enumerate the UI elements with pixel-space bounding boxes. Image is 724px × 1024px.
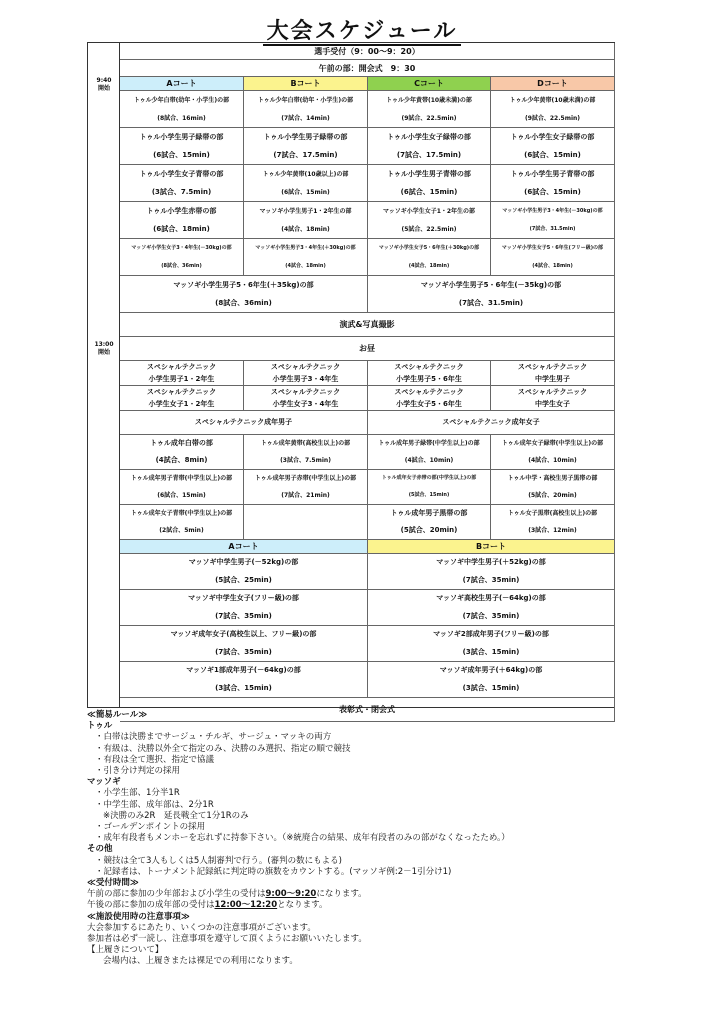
event-cell: [120, 470, 244, 505]
event-cell: [368, 662, 615, 698]
cell-text: (4試合、10min): [528, 457, 577, 464]
cell-text: マッソギ高校生男子(－64kg)の部: [436, 594, 546, 603]
cell-text: (7試合、31.5min): [529, 225, 576, 232]
cell-text: (8試合、36min): [161, 262, 202, 269]
demo-row: [120, 313, 615, 337]
cell-text: 午前の部：開会式 9：30: [318, 63, 416, 73]
cell-text: (3試合、15min): [462, 647, 520, 656]
massogi-rule: ・ゴールデンポイントの採用: [95, 822, 206, 833]
cell-text: トゥル成年男子赤帯(中学生以上)の部: [254, 475, 357, 482]
cell-text: マッソギ2部成年男子(フリー級)の部: [433, 630, 549, 639]
rules-section: [87, 710, 647, 968]
cell-text: (6試合、15min): [281, 188, 330, 196]
cell-text: Aコート: [228, 542, 259, 551]
cell-text: (4試合、18min): [408, 262, 450, 269]
cell-text: (4試合、10min): [404, 457, 454, 464]
special-cell: [491, 361, 615, 386]
cell-text: Dコート: [537, 79, 568, 88]
cell-text: トゥル小学生女子青帯の部: [139, 169, 224, 178]
cell-text: (3試合、15min): [462, 683, 520, 692]
cell-text: マッソギ小学生男子5・6年生(＋35kg)の部: [173, 280, 314, 289]
event-cell: [244, 239, 368, 276]
event-cell: [120, 435, 244, 470]
time-label-pm: 13:00 開始: [94, 341, 114, 356]
special-cell: [368, 411, 615, 435]
event-cell: [491, 202, 615, 239]
cell-text: トゥル小学生赤帯の部: [146, 206, 217, 215]
special-cell: [244, 386, 368, 411]
cell-text: (7試合、35min): [462, 575, 520, 584]
event-cell: [491, 91, 615, 128]
time-label-am: 9:40 開始: [96, 77, 112, 92]
event-cell: [120, 554, 368, 590]
cell-text: スペシャルテクニック: [270, 362, 341, 371]
event-cell: [491, 435, 615, 470]
event-cell: [244, 505, 368, 540]
event-cell: [244, 435, 368, 470]
cell-text: (7試合、31.5min): [458, 298, 524, 307]
cell-text: トゥル小学生男子青帯の部: [510, 169, 595, 178]
cell-text: トゥル小学生男子緑帯の部: [263, 132, 348, 141]
court-header: [491, 77, 615, 91]
special-cell: [491, 386, 615, 411]
cell-text: スペシャルテクニック: [146, 387, 217, 396]
event-cell: [120, 91, 244, 128]
event-cell: [120, 165, 244, 202]
cell-text: トゥル成年黄帯(高校生以上)の部: [260, 440, 351, 447]
cell-text: マッソギ小学生女子5・6年生(＋30kg)の部: [378, 244, 480, 251]
cell-text: スペシャルテクニック成年女子: [442, 418, 540, 426]
cell-text: トゥル小学生女子緑帯の部: [510, 132, 595, 141]
special-cell: [120, 386, 244, 411]
cell-text: マッソギ中学生男子(－52kg)の部: [188, 558, 299, 567]
cell-text: 演武&写真撮影: [339, 320, 395, 329]
event-cell: [368, 505, 491, 540]
cell-text: (7試合、21min): [281, 492, 330, 499]
massogi-heading: マッソギ: [87, 777, 121, 788]
cell-text: マッソギ小学生男子3・4年生(－30kg)の部: [502, 207, 603, 214]
special-cell: [368, 386, 491, 411]
tul-rule: ・引き分け判定の採用: [95, 766, 181, 777]
event-cell: [368, 128, 491, 165]
court-header: [120, 540, 368, 554]
event-cell: [368, 276, 615, 313]
cell-text: 選手受付（9：00～9：20）: [314, 46, 420, 56]
cell-text: (4試合、8min): [155, 456, 208, 464]
event-cell: [491, 505, 615, 540]
cell-text: (7試合、35min): [462, 611, 520, 620]
reception-heading: ≪受付時間≫: [87, 878, 139, 889]
reception-pm: 午後の部に参加の成年部の受付は12:00～12:20となります。: [87, 900, 328, 911]
cell-text: トゥル成年女子緑帯(中学生以上)の部: [501, 440, 604, 447]
special-cell: [120, 411, 368, 435]
cell-text: マッソギ中学生女子(フリー級)の部: [188, 594, 299, 603]
cell-text: (7試合、14min): [281, 114, 330, 122]
cell-text: マッソギ小学生男子5・6年生(－35kg)の部: [420, 280, 562, 289]
cell-text: スペシャルテクニック: [517, 362, 588, 371]
cell-text: スペシャルテクニック: [394, 362, 464, 371]
event-cell: [491, 239, 615, 276]
shoes-note: 会場内は、上履きまたは裸足での利用になります。: [103, 956, 298, 967]
opening-row: [120, 60, 615, 77]
event-cell: [120, 626, 368, 662]
event-cell: [368, 239, 491, 276]
cell-text: トゥル成年白帯の部: [150, 439, 213, 447]
special-cell: [244, 361, 368, 386]
cell-text: (3試合、7.5min): [280, 457, 331, 464]
tul-rule: ・白帯は決勝までサージュ・チルギ、サージュ・マッキの両方: [95, 732, 332, 743]
tul-rule: ・有段は全て選択、指定で協議: [95, 754, 215, 765]
cell-text: (6試合、15min): [157, 492, 206, 499]
event-cell: [120, 128, 244, 165]
cell-text: トゥル成年男子黒帯の部: [390, 509, 468, 517]
cell-text: (6試合、15min): [400, 187, 458, 196]
cell-text: (5試合、20min): [400, 526, 458, 534]
cell-text: トゥル少年白帯(幼年・小学生)の部: [257, 96, 354, 104]
page-title: 大会スケジュール: [0, 14, 724, 45]
event-cell: [368, 435, 491, 470]
court-header: [368, 540, 615, 554]
cell-text: (8試合、16min): [157, 114, 206, 122]
other-rule: ・競技は全て3人もしくは5人制審判で行う。(審判の数にもよる): [95, 855, 342, 866]
cell-text: トゥル小学生男子緑帯の部: [139, 132, 224, 141]
reception-row: [120, 43, 615, 60]
cell-text: (4試合、18min): [532, 262, 573, 269]
event-cell: [368, 91, 491, 128]
event-cell: [244, 470, 368, 505]
reception-am: 午前の部に参加の少年部および小学生の受付は9:00～9:20になります。: [87, 889, 367, 900]
facility-note: 大会参加するにあたり、いくつかの注意事項がございます。: [87, 922, 316, 933]
cell-text: 小学生男子5・6年生: [396, 374, 462, 383]
cell-text: トゥル小学生女子緑帯の部: [387, 132, 471, 141]
schedule-grid: [120, 43, 614, 714]
cell-text: トゥル少年黄帯(10歳以上)の部: [262, 170, 349, 178]
cell-text: マッソギ小学生女子5・6年生(フリー級)の部: [501, 244, 604, 251]
special-cell: [368, 361, 491, 386]
massogi-rule: ・成年有段者もメンホーを忘れずに持参下さい。（※統廃合の結果、成年有段者のみの部がなくなったため。）: [95, 833, 510, 844]
event-cell: [120, 276, 368, 313]
court-header: [244, 77, 368, 91]
cell-text: (4試合、18min): [281, 225, 330, 233]
event-cell: [120, 590, 368, 626]
cell-text: トゥル成年男子緑帯(中学生以上)の部: [378, 440, 480, 447]
cell-text: (6試合、15min): [524, 187, 581, 196]
cell-text: (5試合、15min): [408, 492, 450, 498]
court-header: [368, 77, 491, 91]
cell-text: マッソギ中学生男子(＋52kg)の部: [436, 558, 546, 567]
event-cell: [120, 662, 368, 698]
cell-text: トゥル少年黄帯(10歳未満)の部: [509, 96, 596, 104]
schedule-table: [87, 42, 615, 714]
event-cell: [368, 470, 491, 505]
massogi-rule: ・中学生部、成年部は、2分1R: [95, 799, 214, 810]
cell-text: 中学生女子: [535, 399, 570, 408]
cell-text: (6試合、15min): [524, 150, 581, 159]
cell-text: 小学生女子3・4年生: [272, 399, 339, 408]
cell-text: (8試合、36min): [215, 298, 272, 307]
event-cell: [491, 128, 615, 165]
cell-text: (5試合、25min): [215, 575, 272, 584]
event-cell: [244, 165, 368, 202]
cell-text: マッソギ小学生女子1・2年生の部: [382, 207, 476, 215]
cell-text: スペシャルテクニック: [394, 387, 464, 396]
cell-text: (9試合、22.5min): [524, 114, 581, 122]
cell-text: 小学生男子3・4年生: [272, 374, 339, 383]
cell-text: トゥル少年黄帯(10歳未満)の部: [386, 96, 472, 104]
cell-text: (2試合、5min): [159, 527, 204, 534]
cell-text: マッソギ成年女子(高校生以上、フリー級)の部: [170, 630, 317, 639]
cell-text: マッソギ小学生男子3・4年生(＋30kg)の部: [255, 244, 356, 251]
cell-text: トゥル小学生男子青帯の部: [387, 169, 471, 178]
cell-text: トゥル成年女子青帯(中学生以上)の部: [130, 510, 233, 517]
cell-text: マッソギ成年男子(＋64kg)の部: [439, 666, 543, 675]
cell-text: トゥル少年白帯(幼年・小学生)の部: [133, 96, 230, 104]
event-cell: [120, 239, 244, 276]
cell-text: 小学生女子1・2年生: [148, 399, 215, 408]
event-cell: [244, 202, 368, 239]
tul-rule: ・有級は、決勝以外全て指定のみ、決勝のみ選択、指定の順で競技: [95, 743, 351, 754]
court-header: [120, 77, 244, 91]
cell-text: 小学生男子1・2年生: [148, 374, 215, 383]
special-cell: [120, 361, 244, 386]
other-rule: ・記録者は、トーナメント記録紙に判定時の旗数をカウントする。(マッソギ例:2－1引分け1): [95, 866, 452, 877]
event-cell: [120, 505, 244, 540]
cell-text: トゥル女子黒帯(高校生以上)の部: [507, 510, 598, 517]
event-cell: [244, 91, 368, 128]
cell-text: スペシャルテクニック: [517, 387, 588, 396]
cell-text: (7試合、35min): [215, 611, 272, 620]
cell-text: (3試合、15min): [215, 683, 272, 692]
cell-text: (5試合、22.5min): [401, 225, 457, 233]
event-cell: [368, 554, 615, 590]
cell-text: (3試合、7.5min): [151, 187, 212, 196]
rules-heading: ≪簡易ルール≫: [87, 710, 148, 720]
cell-text: スペシャルテクニック成年男子: [194, 418, 293, 426]
cell-text: スペシャルテクニック: [146, 362, 217, 371]
massogi-note: ※決勝のみ2R 延長戦全て1分1Rのみ: [103, 810, 249, 821]
cell-text: スペシャルテクニック: [270, 387, 341, 396]
cell-text: (7試合、35min): [215, 647, 272, 656]
cell-text: (7試合、17.5min): [396, 150, 462, 159]
event-cell: [368, 626, 615, 662]
cell-text: Cコート: [414, 79, 444, 88]
event-cell: [368, 590, 615, 626]
event-cell: [244, 128, 368, 165]
cell-text: トゥル中学・高校生男子黒帯の部: [507, 475, 598, 482]
cell-text: 表彰式・閉会式: [339, 705, 395, 714]
cell-text: 小学生女子5・6年生: [396, 399, 462, 408]
event-cell: [368, 165, 491, 202]
facility-heading: ≪施設使用時の注意事項≫: [87, 911, 190, 922]
event-cell: [120, 202, 244, 239]
event-cell: [368, 202, 491, 239]
cell-text: お昼: [359, 344, 375, 353]
facility-note: 参加者は必ず一読し、注意事項を遵守して頂くようにお願いいたします。: [87, 934, 367, 945]
lunch-row: [120, 337, 615, 361]
cell-text: (6試合、18min): [153, 224, 210, 233]
event-cell: [491, 470, 615, 505]
event-cell: [491, 165, 615, 202]
cell-text: トゥル成年女子赤帯の部(中学生以上)の部: [381, 475, 477, 481]
cell-text: Aコート: [166, 79, 197, 88]
cell-text: (6試合、15min): [153, 150, 210, 159]
cell-text: マッソギ小学生女子3・4年生(－30kg)の部: [131, 244, 232, 251]
cell-text: マッソギ1部成年男子(－64kg)の部: [186, 666, 301, 675]
massogi-rule: ・小学生部、1分半1R: [95, 788, 180, 799]
time-column: [88, 43, 120, 707]
cell-text: トゥル成年男子青帯(中学生以上)の部: [130, 475, 233, 482]
cell-text: Bコート: [475, 542, 507, 551]
cell-text: (7試合、17.5min): [273, 150, 338, 159]
shoes-heading: 【上履きについて】: [87, 945, 164, 956]
other-heading: その他: [87, 844, 113, 855]
cell-text: (4試合、18min): [285, 262, 326, 269]
cell-text: 中学生男子: [535, 374, 570, 383]
cell-text: (3試合、12min): [528, 527, 577, 534]
tul-heading: トゥル: [87, 721, 113, 732]
cell-text: (9試合、22.5min): [401, 114, 457, 122]
cell-text: (5試合、20min): [528, 492, 577, 499]
cell-text: マッソギ小学生男子1・2年生の部: [259, 207, 352, 215]
cell-text: Bコート: [290, 79, 321, 88]
